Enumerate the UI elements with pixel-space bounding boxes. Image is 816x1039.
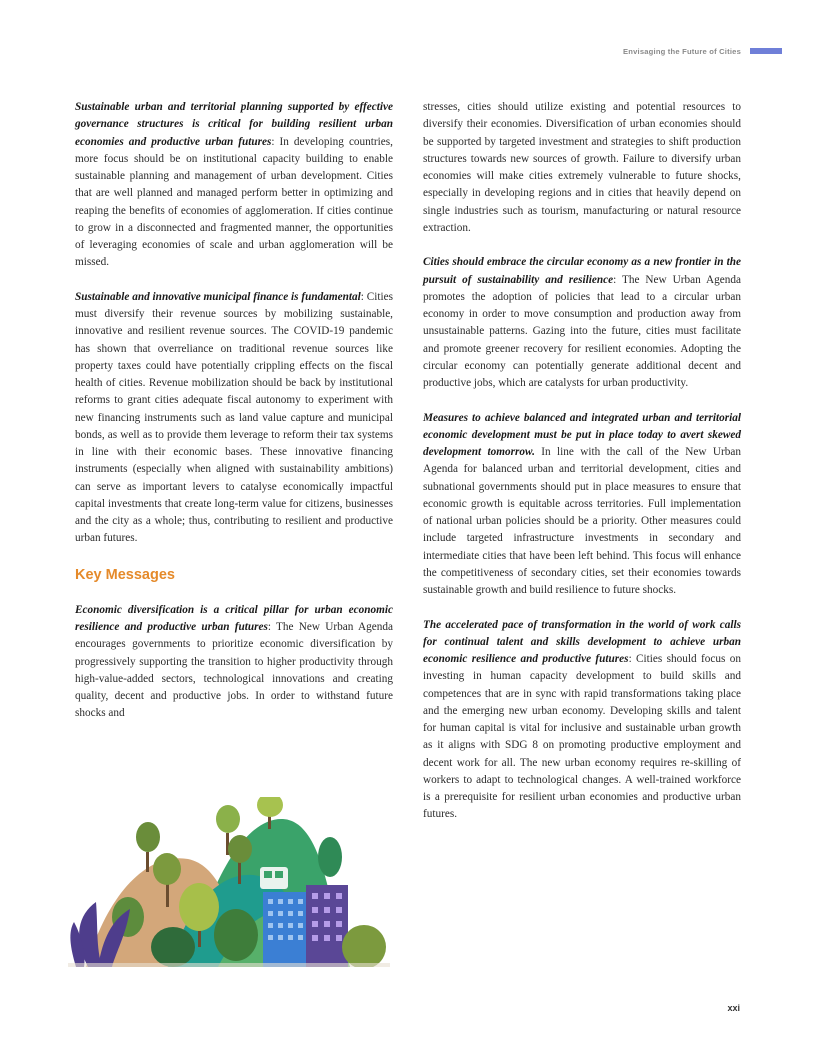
paragraph-text: : In developing countries, more focus should be on institutional capacity building to enable sustainable planning and management of urban development. Cities that are well planned and managed perform better in optimizing and reaping the benefits of economies of agglomeration. If cities continue to grow in a disconnected and fragmented manner, the opportunities of leveraging economies of scale and urban agglomeration will be missed. — [75, 135, 393, 269]
paragraph-lead: The accelerated pace of transformation in the world of work calls for continual talent and skills development to achieve urban economic resilience and productive futures — [423, 618, 741, 665]
paragraph-lead: Measures to achieve balanced and integrated urban and territorial economic development must be put in place today to avert skewed development tomorrow. — [423, 411, 741, 458]
right-column — [423, 99, 741, 841]
paragraph-continued — [423, 99, 741, 237]
running-header — [623, 45, 782, 57]
paragraph-text: In line with the call of the New Urban Agenda for balanced urban and territorial development, cities and subnational governments should put in place measures to ensure that economic growth is equitable across territories. Full implementation of national urban policies should be a priority. Other measures could include targeted infrastructure investments in secondary and intermediate cities that have been left behind. This focus will enhance the competitiveness of secondary cities, set their economies towards sustainable growth and build resilience to future shocks. — [423, 446, 742, 596]
running-title: Envisaging the Future of Cities — [622, 46, 741, 56]
paragraph-text: : Cities must diversify their revenue sources by mobilizing sustainable, innovative and resilient revenue sources. The COVID-19 pandemic has shown that overreliance on traditional revenue sources like property taxes could have potentially crippling effects on the fiscal health of cities. Revenue mobilization should be back by institutional reforms to grant cities adequate fiscal autonomy to experiment with new financing instruments such as land value capture and municipal bonds, as well as to provide them leverage to reform their tax systems in line with their economic bases. These innovative financing instruments (especially when aligned with sustainability ambitions) can serve as important levers to catalyse economically impactful capital investments that create long-term value for citizens, businesses and the city as a whole; thus, contributing to resilient and productive urban futures. — [75, 290, 393, 545]
paragraph-text: stresses, cities should utilize existing and potential resources to diversify their economies. Diversification of urban economies should be supported by targeted investment and strategies to shift production structures towards new sources of growth. Failure to diversify urban economies will make cities extremely vulnerable to future shocks, especially in developing regions and in cities that heavily depend on single industries such as tourism, manufacturing or natural resource extraction. — [423, 101, 741, 234]
page-number: xxi — [727, 1003, 740, 1013]
paragraph-skills — [423, 617, 741, 824]
city-landscape-illustration — [68, 797, 390, 967]
paragraph-text: : The New Urban Agenda promotes the adoption of policies that lead to a circular urban economy in order to move consumption and production away from unsustainable patterns. Gazing into the future, cities must facilitate and promote greener recovery for resilient economies. Adopting the circular economy can potentially generate additional decent and productive jobs, which are catalysts for urban productivity. — [423, 273, 742, 389]
paragraph-lead: Cities should embrace the circular economy as a new frontier in the pursuit of sustainability and resilience — [423, 256, 741, 286]
paragraph-lead: Sustainable urban and territorial planning supported by effective governance structures is critical for building resilient urban economies and productive urban futures — [75, 101, 393, 148]
section-heading-key-messages: Key Messages — [75, 566, 175, 583]
paragraph-text: : The New Urban Agenda encourages governments to prioritize economic diversification by progressively supporting the transition to higher productivity through high-value-added sectors, technological innovations and creating quality, decent and productive jobs. In order to withstand future shocks and — [75, 621, 393, 720]
paragraph-municipal-finance — [75, 289, 393, 548]
paragraph-circular-economy — [423, 254, 741, 392]
paragraph-lead: Sustainable and innovative municipal finance is fundamental — [75, 290, 361, 303]
paragraph-lead: Economic diversification is a critical pillar for urban economic resilience and productive urban futures — [75, 603, 393, 633]
left-column — [75, 99, 393, 740]
paragraph-balanced-development — [423, 410, 741, 600]
paragraph-text: : Cities should focus on investing in human capacity development to build skills and competences that are in sync with rapid transformations taking place and the emerging new urban economy. Developing skills and talent for human capital is vital for inclusive and sustainable urban growth as it aligns with SDG 8 on promoting productive employment and decent work for all. The new urban economy requires re-skilling of workers to adapt to technological changes. A well-trained workforce is a prerequisite for resilient urban economies and productive urban futures. — [423, 653, 742, 821]
header-accent-bar — [750, 48, 782, 54]
paragraph-planning — [75, 99, 393, 272]
paragraph-diversification — [75, 602, 393, 723]
